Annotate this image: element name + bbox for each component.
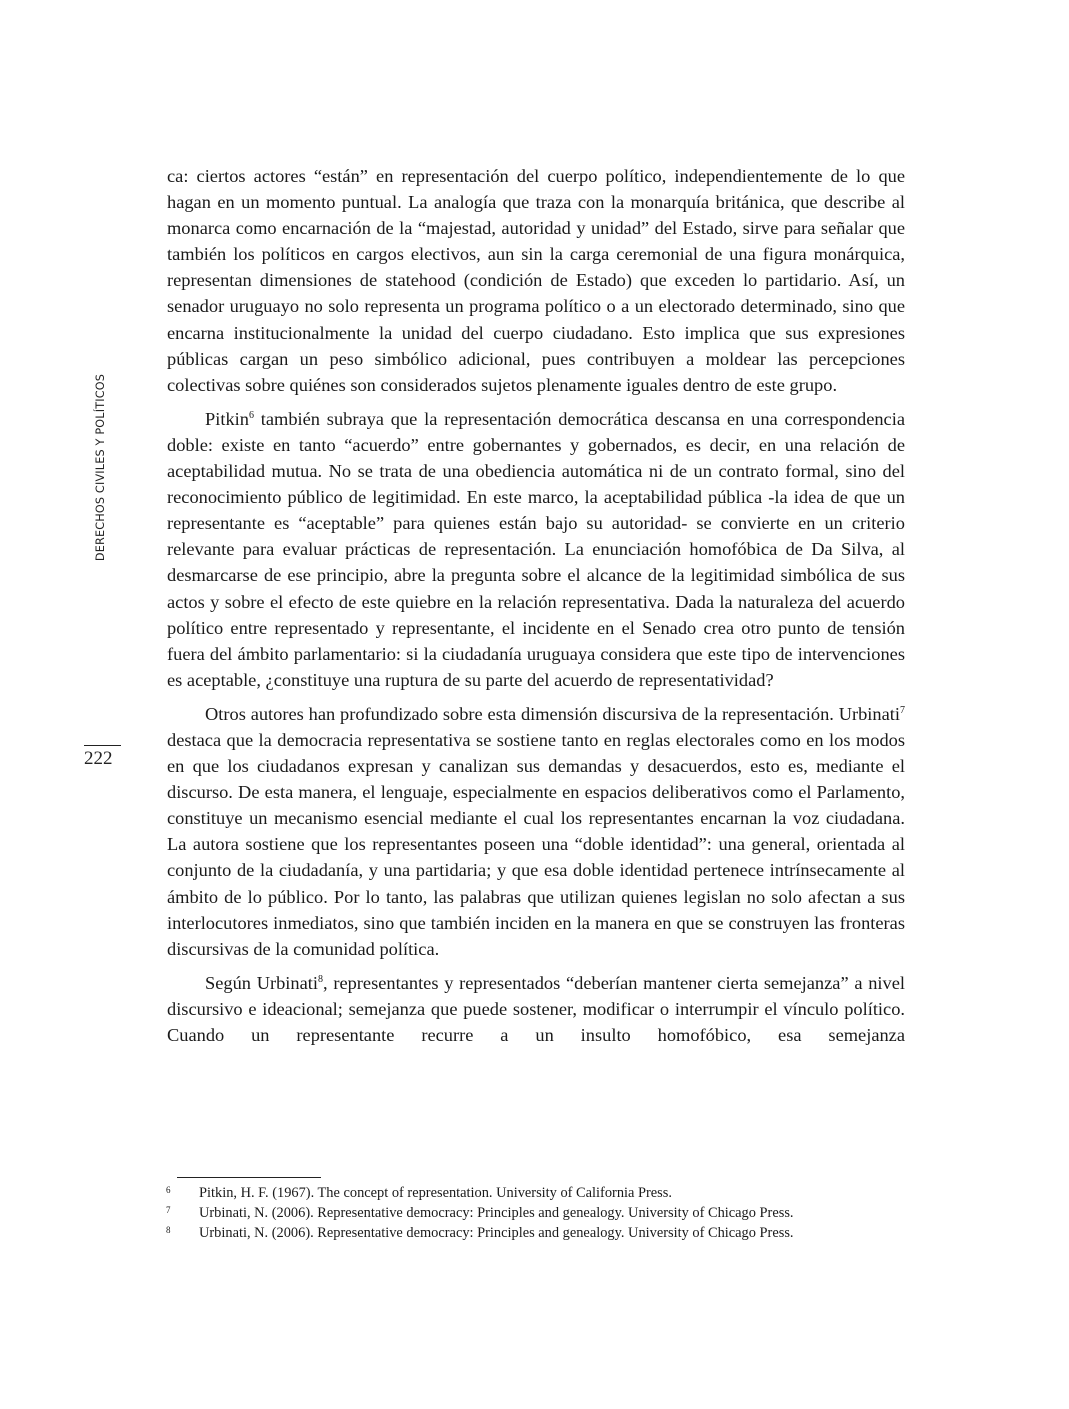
footnote-number: 6 <box>166 1185 171 1195</box>
footnote-ref-7[interactable]: 7 <box>900 704 905 716</box>
paragraph-2 <box>167 406 905 693</box>
footnote-text: Urbinati, N. (2006). Representative democracy: Principles and genealogy. University of Chicago Press. <box>199 1225 794 1241</box>
paragraph-text: destaca que la democracia representativa se sostiene tanto en reglas electorales como en los modos en que los ciudadanos expresan y canalizan sus demandas y desacuerdos, esto es, mediante el discurso. De esta manera, el lenguaje, especialmente en espacios deliberativos como el Parlamento, constituye un mecanismo esencial mediante el cual los representantes encarnan la voz ciudadana. La autora sostiene que los representantes poseen una “doble identidad”: una general, orientada al conjunto de la ciudadanía, y una partidaria; y que esa doble identidad pertenece intrínsecamente al ámbito de lo público. Por lo tanto, las palabras que utilizan quienes legislan no solo afectan a sus interlocutores inmediatos, sino que también inciden en la manera en que se construyen las fronteras discursivas de la comunidad política. <box>167 729 905 959</box>
footnote-divider <box>177 1177 321 1178</box>
page-number-block <box>84 745 122 770</box>
paragraph-text: también subraya que la representación democrática descansa en una correspondencia doble: existe en tanto “acuerdo” entre gobernantes y gobernados, es decir, en una relación de aceptabilidad mutua. No se trata de una obediencia automática ni de un contrato formal, sino del reconocimiento público de legitimidad. En este marco, la aceptabilidad pública -la idea de que un representante es “aceptable” para quienes están bajo su autoridad- se convierte en un criterio relevante para evaluar prácticas de representación. La enunciación homofóbica de Da Silva, al desmarcarse de ese principio, abre la pregunta sobre el alcance de la legitimidad simbólica de sus actos y sobre el efecto de este quiebre en la relación representativa. Dada la naturaleza del acuerdo político entre representado y representante, el incidente en el Senado crea otro punto de tensión fuera del ámbito parlamentario: si la ciudadanía uruguaya considera que este tipo de intervenciones es aceptable, ¿constituye una ruptura de su parte del acuerdo de representatividad? <box>167 408 905 690</box>
footnote-text: Pitkin, H. F. (1967). The concept of representation. University of California Press. <box>199 1185 672 1201</box>
paragraph-text: Otros autores han profundizado sobre esta dimensión discursiva de la representación. Urbinati <box>205 703 900 724</box>
paragraph-text: Según Urbinati <box>205 972 318 993</box>
footnote-number: 7 <box>166 1205 171 1215</box>
footnote-7 <box>165 1203 910 1223</box>
paragraph-text: ca: ciertos actores “están” en representación del cuerpo político, independientemente de lo que hagan en un momento puntual. La analogía que traza con la monarquía británica, que describe al monarca como encarnación de la “majestad, autoridad y unidad” del Estado, sirve para señalar que también los políticos en cargos electivos, aun sin la carga ceremonial de una figura monárquica, representan dimensiones de statehood (condición de Estado) que exceden lo partidario. Así, un senador uruguayo no solo representa un programa político o a un electorado determinado, sino que encarna institucionalmente la unidad del cuerpo ciudadano. Esto implica que sus expresiones públicas cargan un peso simbólico adicional, pues contribuyen a moldear las percepciones colectivas sobre quiénes son considerados sujetos plenamente iguales dentro de este grupo. <box>167 166 905 395</box>
body-text <box>167 163 905 1056</box>
paragraph-4 <box>167 970 905 1048</box>
footnote-number: 8 <box>166 1225 171 1235</box>
footnotes <box>165 1183 910 1243</box>
paragraph-3 <box>167 701 905 962</box>
footnote-ref-6[interactable]: 6 <box>248 409 254 421</box>
footnote-ref-8[interactable]: 8 <box>318 973 323 985</box>
running-head-text: DERECHOS CIVILES Y POLÍTICOS <box>94 373 108 562</box>
paragraph-text: Pitkin <box>205 408 249 429</box>
page-number: 222 <box>84 748 113 769</box>
footnote-6 <box>165 1183 910 1203</box>
running-head <box>86 370 116 565</box>
footnote-text: Urbinati, N. (2006). Representative democracy: Principles and genealogy. University of Chicago Press. <box>199 1205 794 1221</box>
paragraph-text: , representantes y representados “deberían mantener cierta semejanza” a nivel discursivo e ideacional; semejanza que puede sostener, modificar o interrumpir el vínculo político. Cuando un representante recurre a un insulto homofóbico, esa semejanza <box>167 972 905 1045</box>
footnote-8 <box>165 1223 910 1243</box>
page-number-rule <box>84 745 121 746</box>
paragraph-1 <box>167 163 905 398</box>
